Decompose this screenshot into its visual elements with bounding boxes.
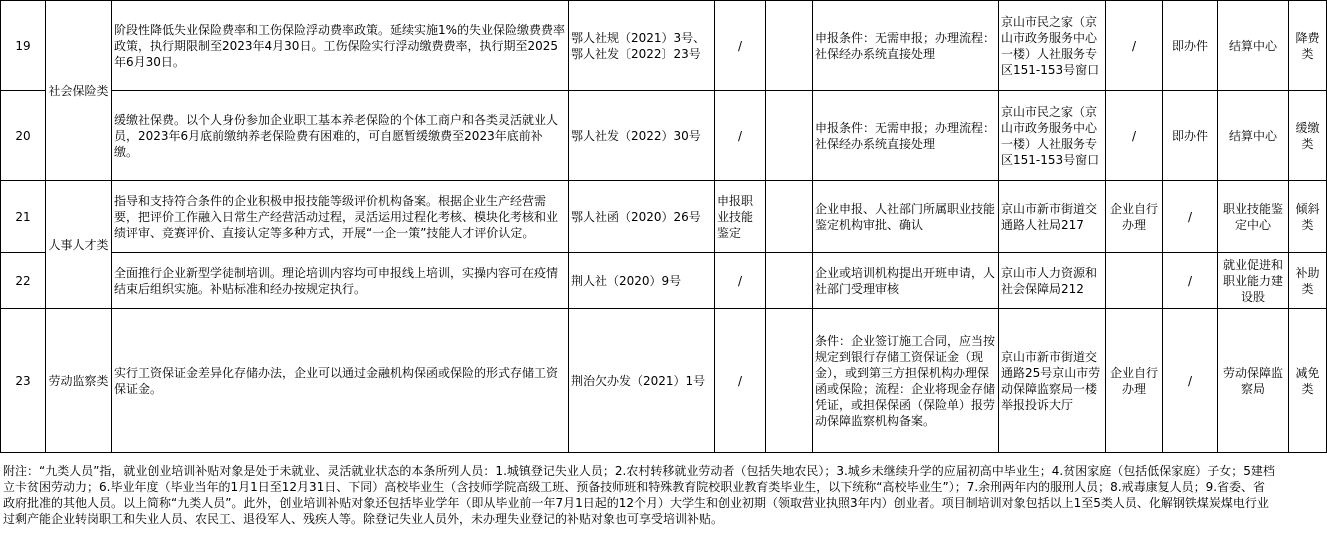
responsible-dept: 劳动保障监察局 <box>1218 309 1289 453</box>
policy-type: 补助类 <box>1289 253 1327 309</box>
handling-time: / <box>1163 309 1218 453</box>
policy-type: 降费类 <box>1289 1 1327 91</box>
responsible-dept: 结算中心 <box>1218 91 1289 181</box>
policy-type: 减免类 <box>1289 309 1327 453</box>
conditions-process: 企业或培训机构提出开班申请，人社部门受理审核 <box>813 253 999 309</box>
handling-location: 京山市民之家（京山市政务服务中心一楼）人社服务专区151-153号窗口 <box>999 91 1106 181</box>
policy-content: 阶段性降低失业保险费率和工伤保险浮动费率政策。延续实施1%的失业保险缴费费率政策，执行期限制至2023年4月30日。工伤保险实行浮动缴费费率，执行期至2025年6月30日。 <box>112 1 569 91</box>
required-materials: 企业自行办理 <box>1106 181 1163 253</box>
handling-method <box>766 91 813 181</box>
policy-basis: 鄂人社规（2021）3号、鄂人社发〔2022〕23号 <box>569 1 715 91</box>
handling-time: 即办件 <box>1163 1 1218 91</box>
conditions-process: 申报条件：无需申报；办理流程：社保经办系统直接处理 <box>813 1 999 91</box>
required-materials: / <box>1106 91 1163 181</box>
handling-location: 京山市人力资源和社会保障局212 <box>999 253 1106 309</box>
policy-type: 倾斜类 <box>1289 181 1327 253</box>
conditions-process: 条件：企业签订施工合同，应当按规定到银行存储工资保证金（现金），或到第三方担保机构办理保函或保险；流程：企业将现金存储凭证，或担保保函（保险单）报劳动保障监察机构备案。 <box>813 309 999 453</box>
policy-basis: 鄂人社发（2022）30号 <box>569 91 715 181</box>
service-item: / <box>715 253 766 309</box>
policy-category: 社会保险类 <box>46 1 112 181</box>
row-number: 20 <box>1 91 46 181</box>
handling-time: / <box>1163 181 1218 253</box>
policy-content: 全面推行企业新型学徒制培训。理论培训内容均可申报线上培训，实操内容可在疫情结束后组织实施。补贴标准和经办按规定执行。 <box>112 253 569 309</box>
handling-location: 京山市民之家（京山市政务服务中心一楼）人社服务专区151-153号窗口 <box>999 1 1106 91</box>
row-number: 23 <box>1 309 46 453</box>
policy-content: 实行工资保证金差异化存储办法，企业可以通过金融机构保函或保险的形式存储工资保证金。 <box>112 309 569 453</box>
handling-location: 京山市新市街道交通路人社局217 <box>999 181 1106 253</box>
required-materials: 企业自行办理 <box>1106 309 1163 453</box>
service-item: 申报职业技能鉴定 <box>715 181 766 253</box>
service-item: / <box>715 1 766 91</box>
handling-location: 京山市新市街道交通路25号京山市劳动保障监察局一楼举报投诉大厅 <box>999 309 1106 453</box>
handling-method <box>766 309 813 453</box>
handling-method <box>766 1 813 91</box>
handling-method <box>766 181 813 253</box>
table-row <box>1 181 1327 253</box>
service-item: / <box>715 91 766 181</box>
responsible-dept: 职业技能鉴定中心 <box>1218 181 1289 253</box>
row-number: 22 <box>1 253 46 309</box>
conditions-process: 申报条件：无需申报；办理流程：社保经办系统直接处理 <box>813 91 999 181</box>
table-row <box>1 1 1327 91</box>
handling-method <box>766 253 813 309</box>
responsible-dept: 结算中心 <box>1218 1 1289 91</box>
required-materials: / <box>1106 1 1163 91</box>
table-row <box>1 91 1327 181</box>
policy-content: 指导和支持符合条件的企业积极申报技能等级评价机构备案。根据企业生产经营需要，把评价工作融入日常生产经营活动过程，灵活运用过程化考核、模块化考核和业绩评审、竞赛评价、直接认定等多种方式，开展“一企一策”技能人才评价认定。 <box>112 181 569 253</box>
policy-category: 劳动监察类 <box>46 309 112 453</box>
footnote: 附注：“九类人员”指，就业创业培训补贴对象是处于未就业、灵活就业状态的本条所列人员：1.城镇登记失业人员；2.农村转移就业劳动者（包括失地农民）；3.城乡未继续升学的应届初高中毕业生；4.贫困家庭（包括低保家庭）子女；5建档立卡贫困劳动力；6.毕业年度（毕业当年的1月1日至12月31日、下同）高校毕业生（含技师学院高级工班、预备技师班和特殊教育院校职业教育类毕业生，以下统称“高校毕业生”）；7.余刑两年内的服刑人员；8.戒毒康复人员；9.省委、省政府批准的其他人员。以上简称“九类人员”。此外，创业培训补贴对象还包括毕业学年（即从毕业前一年7月1日起的12个月）大学生和创业初期（领取营业执照3年内）创业者。项目制培训对象包括以上1至5类人员、化解钢铁煤炭煤电行业过剩产能企业转岗职工和失业人员、农民工、退役军人、残疾人等。除登记失业人员外，未办理失业登记的补贴对象也可享受培训补贴。 <box>3 464 1275 526</box>
required-materials <box>1106 253 1163 309</box>
handling-time: 即办件 <box>1163 91 1218 181</box>
handling-time: / <box>1163 253 1218 309</box>
table-row <box>1 253 1327 309</box>
policy-type: 缓缴类 <box>1289 91 1327 181</box>
policy-basis: 鄂人社函（2020）26号 <box>569 181 715 253</box>
table-row <box>1 309 1327 453</box>
policy-basis: 荆治欠办发（2021）1号 <box>569 309 715 453</box>
row-number: 19 <box>1 1 46 91</box>
policy-content: 缓缴社保费。以个人身份参加企业职工基本养老保险的个体工商户和各类灵活就业人员，2023年6月底前缴纳养老保险费有困难的，可自愿暂缓缴费至2023年底前补缴。 <box>112 91 569 181</box>
service-item: / <box>715 309 766 453</box>
policy-basis: 荆人社（2020）9号 <box>569 253 715 309</box>
row-number: 21 <box>1 181 46 253</box>
policy-category: 人事人才类 <box>46 181 112 309</box>
responsible-dept: 就业促进和职业能力建设股 <box>1218 253 1289 309</box>
conditions-process: 企业申报、人社部门所属职业技能鉴定机构审批、确认 <box>813 181 999 253</box>
